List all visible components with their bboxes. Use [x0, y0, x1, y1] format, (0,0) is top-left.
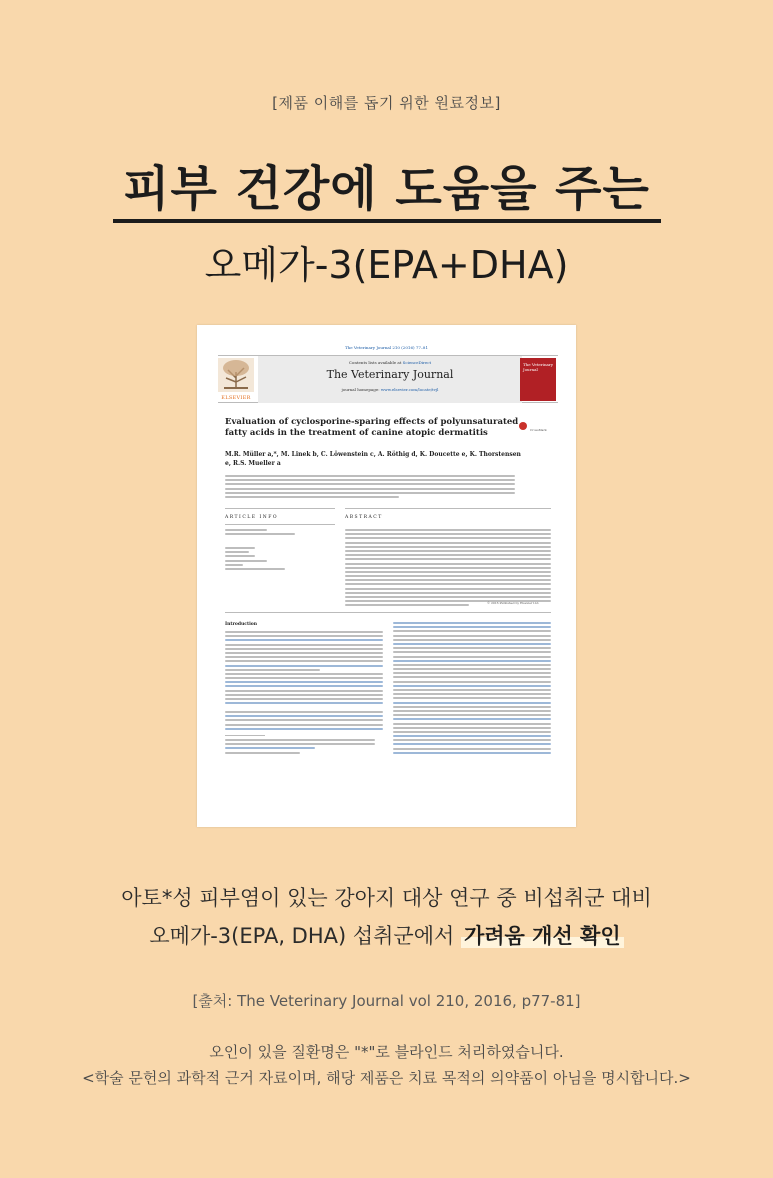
sciencedirect-link[interactable]: ScienceDirect [402, 360, 432, 365]
introduction-heading: Introduction [225, 622, 258, 627]
article-authors: M.R. Müller a,*, M. Linek b, C. Löwenstein c, A. Röthig d, K. Doucette e, K. Thorstensen e, R.S. Mueller a [225, 451, 521, 467]
journal-article-image [197, 325, 576, 827]
source-citation: [출처: The Veterinary Journal vol 210, 2016, p77-81] [192, 992, 581, 1010]
claim-line-2 [0, 920, 773, 950]
abstract-bottom-rule [225, 612, 551, 613]
intro-column-right [393, 622, 551, 756]
claim-highlight: 가려움 개선 확인 [461, 924, 624, 948]
publisher-name: ELSEVIER [221, 395, 251, 401]
abstract-heading: ABSTRACT [345, 515, 383, 520]
note-line-2: <학술 문헌의 과학적 근거 자료이며, 해당 제품은 치료 목적의 의약품이 아님을 명시합니다.> [82, 1069, 691, 1087]
footnote-rule [225, 735, 265, 736]
crossmark-icon [519, 422, 527, 430]
article-history [225, 529, 295, 537]
contents-prefix: Contents lists available at [348, 360, 403, 365]
footnotes [225, 739, 375, 756]
journal-band [258, 356, 522, 403]
journal-header [218, 355, 558, 403]
article-info-rule-2 [225, 524, 335, 525]
abstract-rule [345, 508, 551, 509]
journal-cover-thumbnail [520, 358, 556, 401]
article-info-rule [225, 508, 335, 509]
homepage-line [258, 387, 522, 392]
affiliations [225, 475, 515, 500]
keywords [225, 547, 285, 572]
homepage-prefix: journal homepage: [341, 387, 381, 392]
intro-column-left-2 [225, 711, 383, 732]
intro-column-left [225, 631, 383, 706]
homepage-link[interactable]: www.elsevier.com/locate/tvjl [380, 387, 439, 392]
cover-title: The Veterinary Journal [523, 362, 554, 372]
info-label: [제품 이해를 돕기 위한 원료정보] [272, 94, 501, 112]
subhead: 오메가-3(EPA+DHA) [204, 243, 569, 287]
claim-line-1: 아토*성 피부염이 있는 강아지 대상 연구 중 비섭취군 대비 [121, 886, 652, 910]
article-info-heading: ARTICLE INFO [225, 515, 279, 520]
crossmark-label: CrossMark [530, 428, 547, 432]
claim-line-2-prefix: 오메가-3(EPA, DHA) 섭취군에서 [149, 924, 461, 948]
headline-underline [113, 219, 661, 223]
headline: 피부 건강에 도움을 주는 [123, 161, 650, 217]
copyright: © 2016 Published by Elsevier Ltd. [487, 601, 540, 605]
contents-line [258, 360, 522, 365]
abstract-text [345, 529, 551, 609]
article-title: Evaluation of cyclosporine-sparing effects of polyunsaturated fatty acids in the treatment of canine atopic dermatitis [225, 417, 519, 438]
note-line-1: 오인이 있을 질환명은 "*"로 블라인드 처리하였습니다. [209, 1043, 564, 1061]
elsevier-tree-logo-icon [218, 358, 254, 400]
article-meta: The Veterinary Journal 210 (2016) 77–81 [344, 345, 428, 350]
journal-name: The Veterinary Journal [326, 368, 454, 381]
